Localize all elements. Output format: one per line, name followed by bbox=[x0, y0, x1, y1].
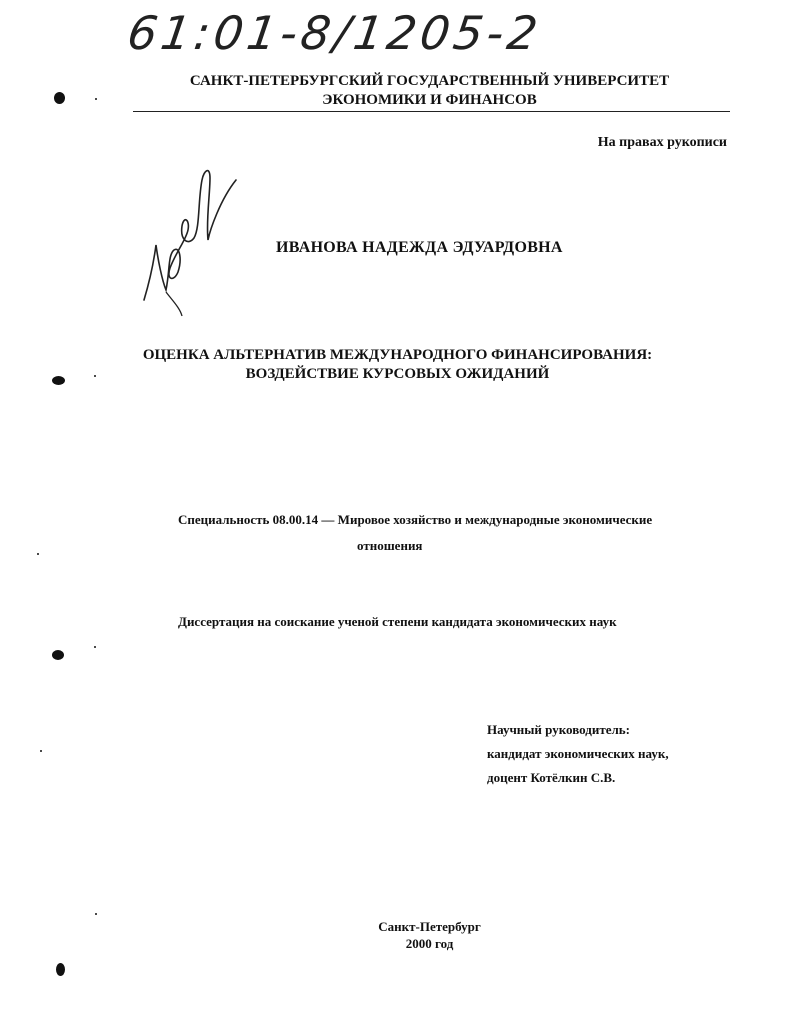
rights-note: На правах рукописи bbox=[597, 135, 727, 150]
title-line-1: ОЦЕНКА АЛЬТЕРНАТИВ МЕЖДУНАРОДНОГО ФИНАНСИРОВАНИЯ: bbox=[142, 347, 653, 363]
binder-mark bbox=[54, 92, 65, 104]
author-name: ИВАНОВА НАДЕЖДА ЭДУАРДОВНА bbox=[276, 239, 563, 256]
title-line-2: ВОЗДЕЙСТВИЕ КУРСОВЫХ ОЖИДАНИЙ bbox=[245, 366, 550, 382]
year: 2000 год bbox=[405, 936, 454, 951]
university-line-2: ЭКОНОМИКИ И ФИНАНСОВ bbox=[322, 92, 537, 108]
speck bbox=[95, 98, 97, 100]
dissertation-title bbox=[0, 346, 797, 384]
place-and-year bbox=[30, 918, 799, 952]
binder-mark bbox=[52, 650, 64, 660]
archive-number-handwritten: 61:01-8/1205-2 bbox=[124, 6, 545, 60]
speck bbox=[95, 913, 97, 915]
city: Санкт-Петербург bbox=[378, 919, 481, 934]
dissertation-degree: Диссертация на соискание ученой степени кандидата экономических наук bbox=[178, 614, 617, 629]
binder-mark bbox=[56, 963, 65, 976]
header-divider bbox=[133, 111, 730, 112]
speck bbox=[94, 646, 96, 648]
speck bbox=[40, 750, 42, 752]
speck bbox=[94, 375, 96, 377]
university-line-1: САНКТ-ПЕТЕРБУРГСКИЙ ГОСУДАРСТВЕННЫЙ УНИВЕРСИТЕТ bbox=[189, 73, 670, 89]
supervisor-degree: кандидат экономических наук, bbox=[487, 746, 669, 761]
university-name bbox=[30, 72, 799, 110]
supervisor-label: Научный руководитель: bbox=[487, 722, 630, 737]
author-signature bbox=[136, 160, 246, 320]
specialty-line-2: отношения bbox=[357, 538, 423, 553]
supervisor-name: доцент Котёлкин С.В. bbox=[487, 770, 616, 785]
binder-mark bbox=[52, 376, 65, 385]
speck bbox=[37, 553, 39, 555]
specialty-line-1: Специальность 08.00.14 — Мировое хозяйство и международные экономические bbox=[178, 512, 653, 527]
